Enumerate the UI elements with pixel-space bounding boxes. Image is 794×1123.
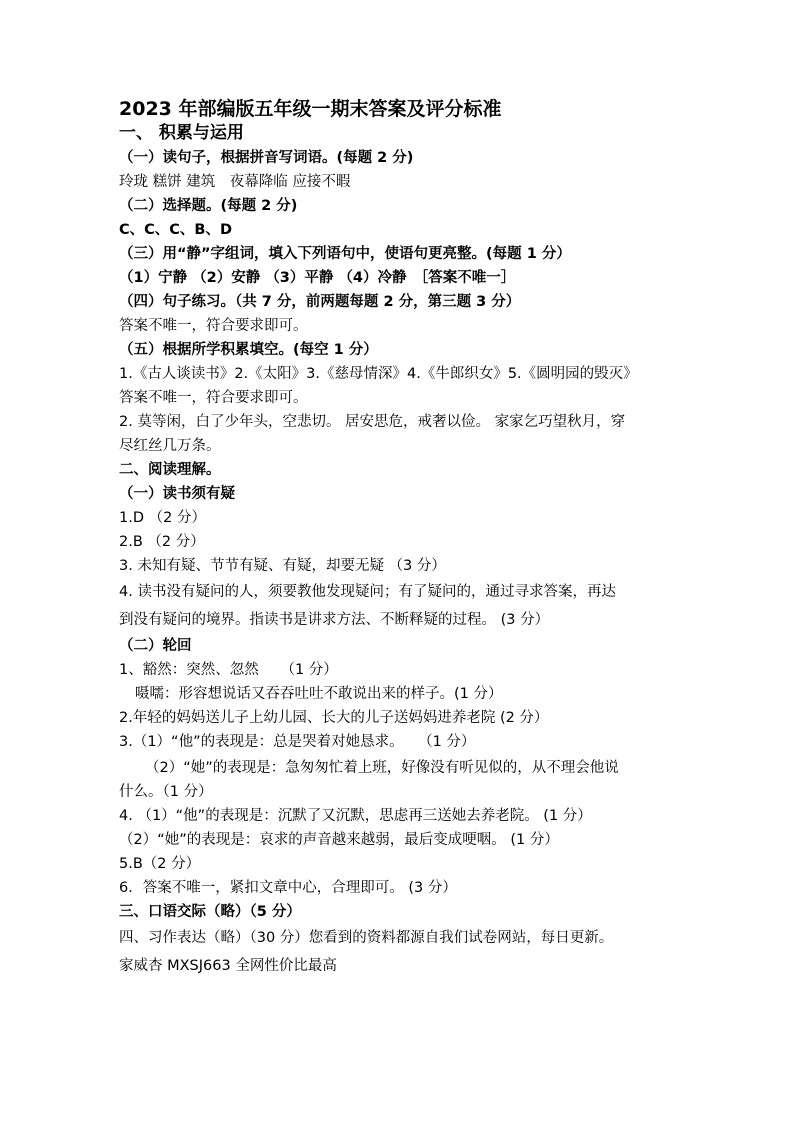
text-line: 一、 积累与运用 <box>119 123 244 143</box>
text-line: 三、口语交际（略）（5 分） <box>119 904 301 920</box>
text-line: （三）用“静”字组词，填入下列语句中，使语句更亮整。(每题 1 分） <box>119 246 571 262</box>
text-line: （二）轮回 <box>119 638 192 654</box>
text-line: 2.年轻的妈妈送儿子上幼儿园、长大的儿子送妈妈进养老院 (2 分） <box>119 710 549 726</box>
text-line: （二）选择题。(每题 2 分) <box>119 198 298 214</box>
text-line: 3.（1）“他”的表现是：总是哭着对她恳求。 （1 分） <box>119 734 476 750</box>
text-line: （一）读句子，根据拼音写词语。(每题 2 分) <box>119 150 414 166</box>
text-line: 3. 未知有疑、节节有疑、有疑，却要无疑 （3 分） <box>119 558 446 574</box>
text-line: 6．答案不唯一，紧扣文章中心，合理即可。 (3 分） <box>119 880 457 896</box>
text-line: （2）“她”的表现是：哀求的声音越来越弱，最后变成哽咽。 (1 分） <box>119 832 559 848</box>
text-line: 2023 年部编版五年级一期末答案及评分标准 <box>119 98 502 120</box>
text-line: 2.B （2 分） <box>119 534 205 550</box>
text-line: （五）根据所学积累填空。(每空 1 分） <box>119 342 378 358</box>
text-line: C、C、C、B、D <box>119 222 233 238</box>
text-line: 家威杏 MXSJ663 全网性价比最高 <box>119 958 337 974</box>
text-line: 答案不唯一，符合要求即可。 <box>119 390 308 406</box>
text-line: 尽红丝几万条。 <box>119 438 221 454</box>
text-line: 玲珑 糕饼 建筑 夜幕降临 应接不暇 <box>119 174 351 190</box>
text-line: 四、习作表达（略）（30 分）您看到的资料都源自我们试卷网站，每日更新。 <box>119 930 614 946</box>
text-line: （四）句子练习。（共 7 分，前两题每题 2 分，第三题 3 分） <box>119 294 521 310</box>
text-line: 5.B（2 分） <box>119 856 201 872</box>
text-line: 二、阅读理解。 <box>119 462 221 478</box>
text-line: 1.《古人谈读书》2.《太阳》3.《慈母情深》4.《牛郎织女》5.《圆明园的毁灭》 <box>119 366 638 382</box>
text-line: （1）宁静 （2）安静 （3）平静 （4）冷静 ［答案不唯一］ <box>119 270 516 286</box>
text-line: 4. （1）“他”的表现是：沉默了又沉默，思虑再三送她去养老院。 (1 分） <box>119 808 592 824</box>
text-line: 1.D （2 分） <box>119 510 206 526</box>
text-line: 4. 读书没有疑问的人，须要教他发现疑问；有了疑问的，通过寻求答案，再达 <box>119 584 616 600</box>
text-line: 什么。（1 分） <box>119 784 213 800</box>
text-line: 到没有疑问的境界。指读书是讲求方法、不断释疑的过程。 (3 分） <box>119 612 550 628</box>
text-line: （2）“她”的表现是：急匆匆忙着上班，好像没有听见似的，从不理会他说 <box>145 760 619 776</box>
text-line: 2. 莫等闲，白了少年头，空悲切。 居安思危，戒奢以俭。 家家乞巧望秋月，穿 <box>119 414 626 430</box>
text-line: 1、豁然：突然、忽然 （1 分） <box>119 662 338 678</box>
text-line: 嗫嚅：形容想说话又吞吞吐吐不敢说出来的样子。(1 分） <box>135 686 503 702</box>
text-line: （一）读书须有疑 <box>119 486 235 502</box>
text-line: 答案不唯一，符合要求即可。 <box>119 318 308 334</box>
